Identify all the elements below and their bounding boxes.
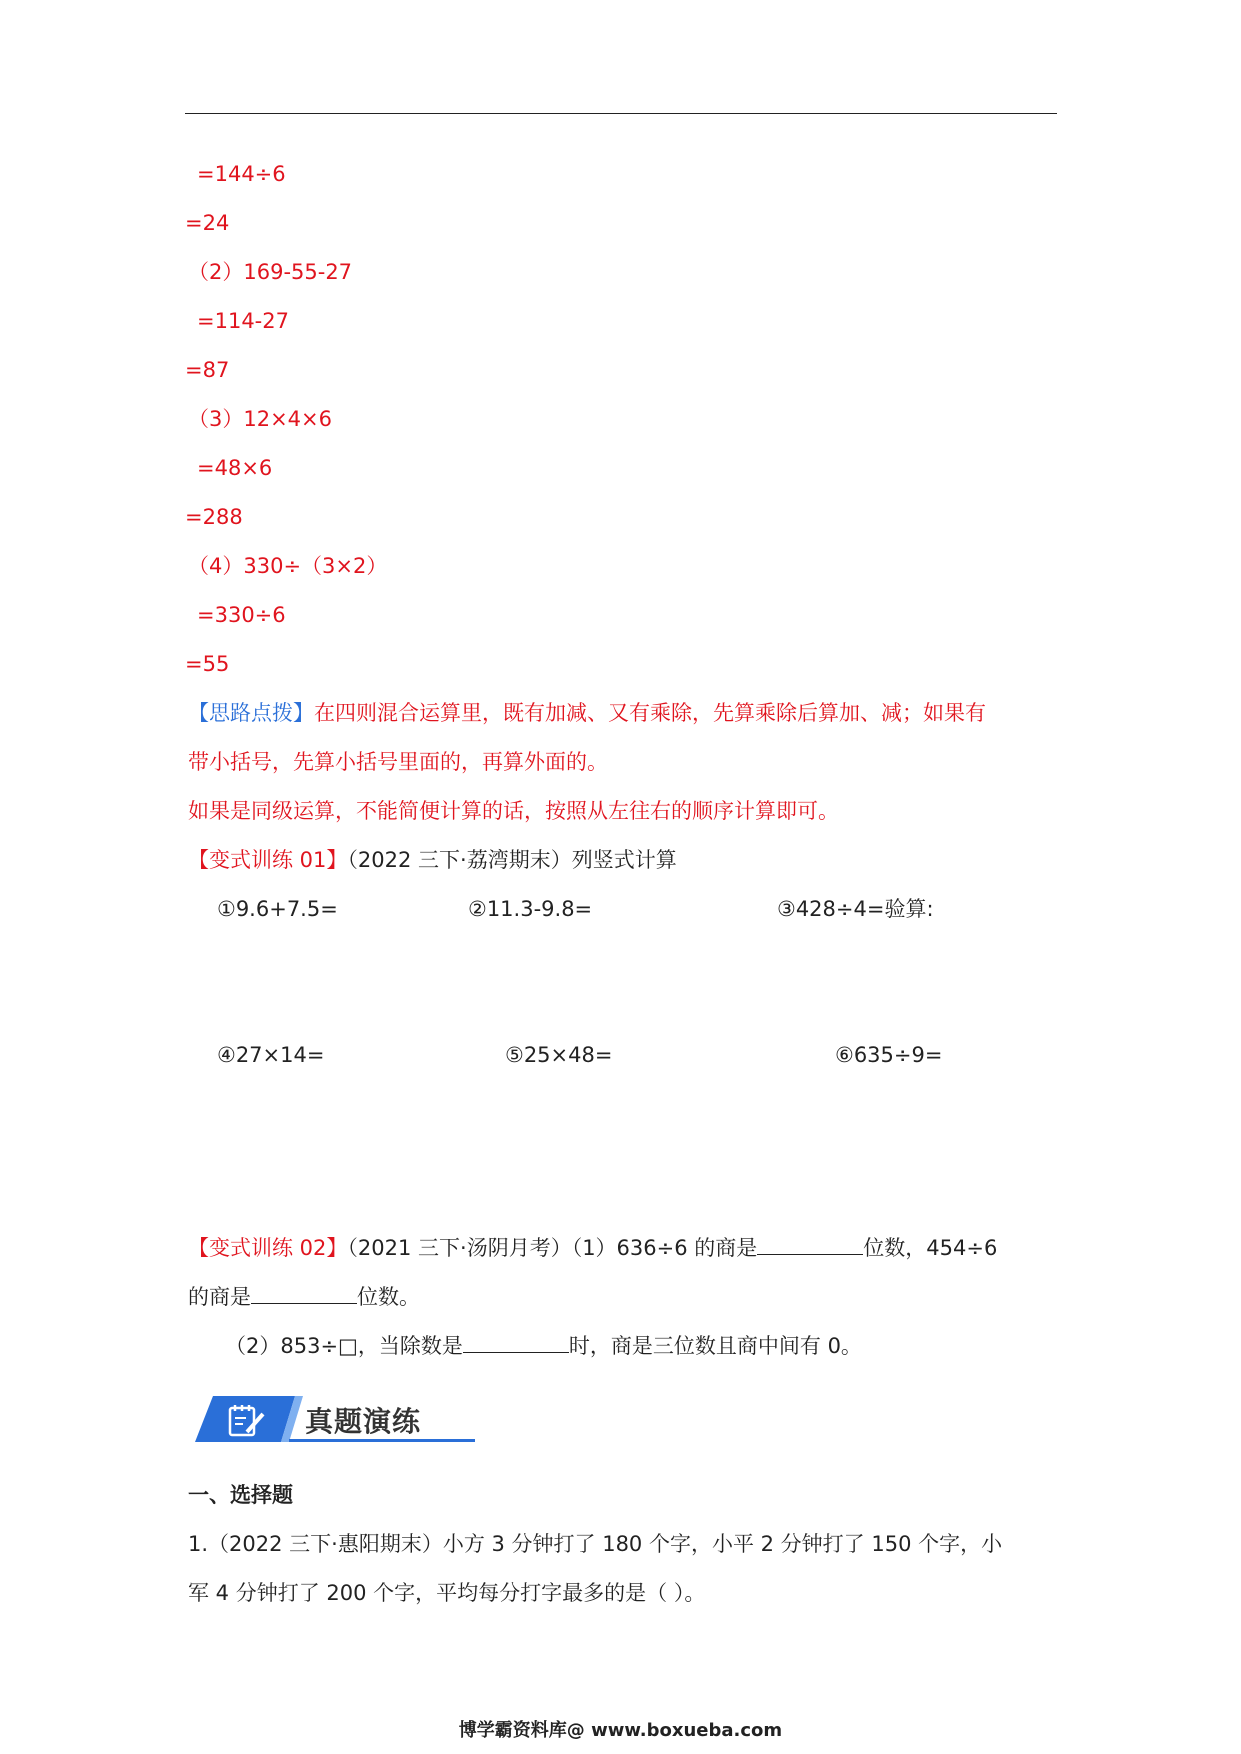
- solution-step: =330÷6: [197, 603, 286, 627]
- variant-2-text: 位数，454÷6: [863, 1236, 998, 1260]
- calc-item: ①9.6+7.5=: [217, 897, 338, 921]
- footer-watermark: 博学霸资料库@ www.boxueba.com: [458, 1720, 783, 1741]
- variant-2-text: 的商是: [188, 1285, 251, 1309]
- solution-step: （2）169-55-27: [188, 260, 353, 284]
- variant-2-tag: 【变式训练 02】: [188, 1236, 348, 1260]
- solution-step: =288: [185, 505, 243, 529]
- header-rule: [185, 113, 1057, 114]
- solution-step: =114-27: [197, 309, 289, 333]
- variant-2-line-1: [188, 1234, 997, 1262]
- answer-blank[interactable]: [463, 1332, 569, 1353]
- hint-line-1: 在四则混合运算里，既有加减、又有乘除，先算乘除后算加、减；如果有: [314, 701, 986, 725]
- calc-item: ③428÷4=验算:: [777, 897, 934, 921]
- solution-step: （3）12×4×6: [188, 407, 332, 431]
- variant-2-text: （2021 三下·汤阴月考）（1）636÷6 的商是: [347, 1236, 758, 1260]
- variant-2-line-3: [225, 1332, 862, 1360]
- variant-2-line-2: [188, 1283, 420, 1311]
- variant-2-text: 时，商是三位数且商中间有 0。: [568, 1334, 862, 1358]
- hint-line-3: 如果是同级运算，不能简便计算的话，按照从左往右的顺序计算即可。: [188, 799, 839, 823]
- solution-step: =55: [185, 652, 230, 676]
- question-1-line-1: 1.（2022 三下·惠阳期末）小方 3 分钟打了 180 个字，小平 2 分钟打了 150 个字，小: [188, 1532, 1003, 1556]
- solution-step: =87: [185, 358, 230, 382]
- solution-step: =144÷6: [197, 162, 286, 186]
- question-1-line-2: 军 4 分钟打了 200 个字，平均每分打字最多的是（ ）。: [188, 1581, 706, 1605]
- answer-blank[interactable]: [251, 1283, 357, 1304]
- section-banner: [195, 1392, 480, 1446]
- answer-blank[interactable]: [757, 1234, 863, 1255]
- calc-item: ⑤25×48=: [505, 1043, 613, 1067]
- variant-1-heading: [188, 846, 677, 874]
- variant-1-tag: 【变式训练 01】: [188, 848, 348, 872]
- solution-step: =24: [185, 211, 230, 235]
- variant-2-text: 位数。: [357, 1285, 420, 1309]
- hint-tag: 【思路点拨】: [188, 701, 314, 725]
- calc-item: ②11.3-9.8=: [468, 897, 593, 921]
- section-heading: 一、选择题: [188, 1483, 293, 1507]
- calc-item: ⑥635÷9=: [835, 1043, 943, 1067]
- solution-step: （4）330÷（3×2）: [188, 554, 388, 578]
- calc-item: ④27×14=: [217, 1043, 325, 1067]
- notepad-pencil-icon: [227, 1402, 267, 1438]
- banner-title: 真题演练: [305, 1405, 422, 1438]
- solution-step: =48×6: [197, 456, 273, 480]
- variant-1-text: （2022 三下·荔湾期末）列竖式计算: [347, 848, 677, 872]
- variant-2-text: （2）853÷□，当除数是: [225, 1334, 463, 1358]
- hint-paragraph: [188, 699, 986, 727]
- hint-line-2: 带小括号，先算小括号里面的，再算外面的。: [188, 750, 608, 774]
